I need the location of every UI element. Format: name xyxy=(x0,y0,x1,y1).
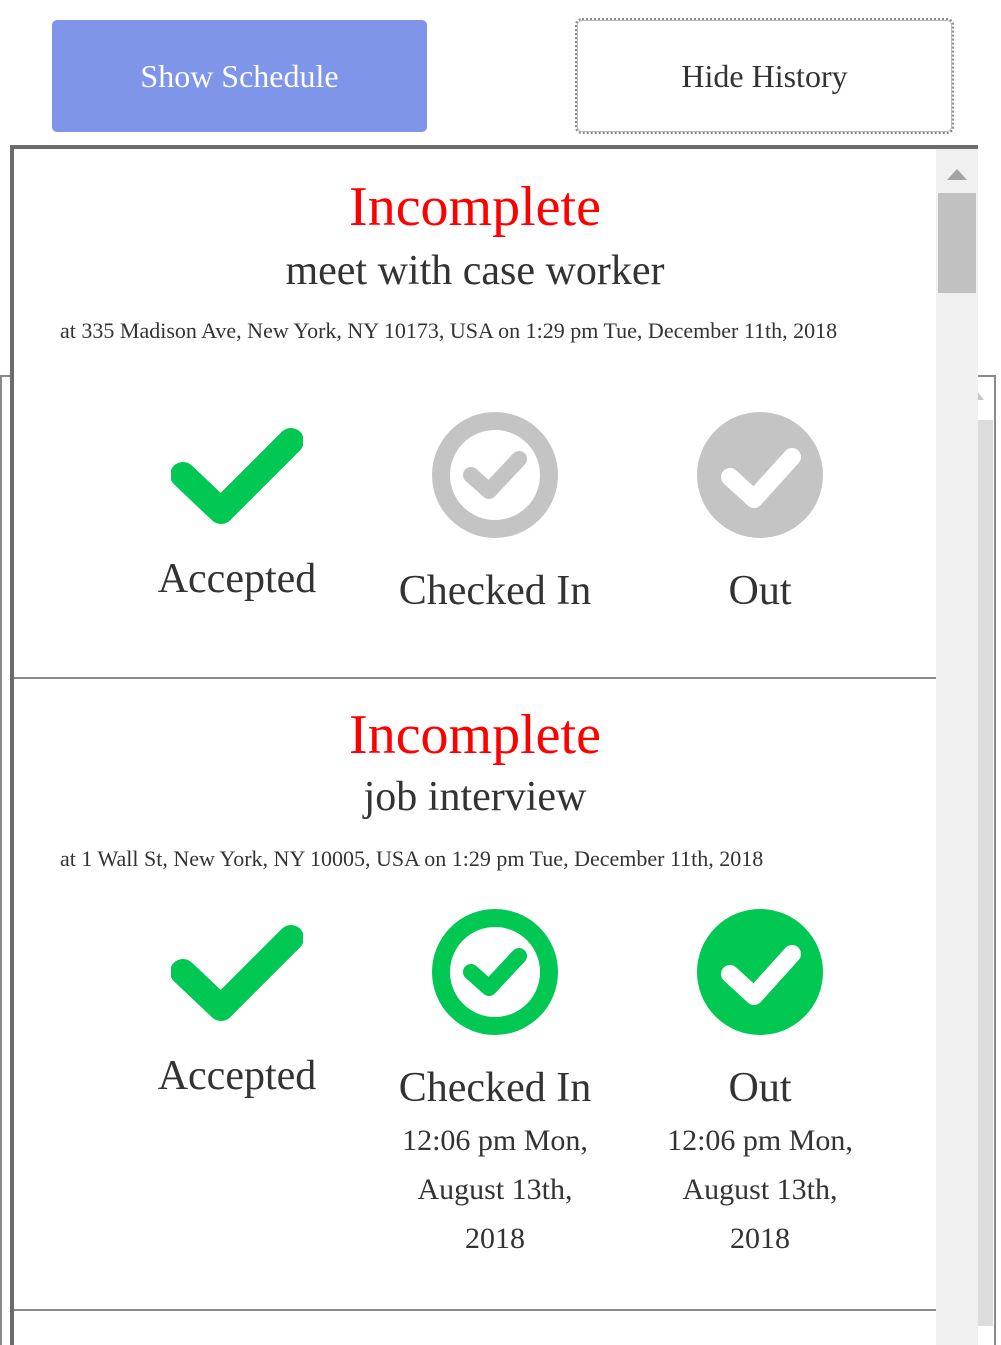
hide-history-button[interactable]: Hide History xyxy=(577,20,952,132)
history-panel xyxy=(10,145,978,1345)
event-details: at 335 Madison Ave, New York, NY 10173, USA on 1:29 pm Tue, December 11th, 2018 xyxy=(60,318,838,343)
step-label: Checked In xyxy=(398,1065,592,1111)
step-timestamp: 12:06 pm Mon, August 13th, 2018 xyxy=(667,1124,853,1255)
check-icon xyxy=(171,924,303,1028)
step-out xyxy=(640,411,880,615)
step-label: Out xyxy=(728,568,792,614)
event-title: job interview xyxy=(363,774,587,820)
check-circle-outline-icon xyxy=(431,908,559,1036)
step-timestamp: 12:06 pm Mon, August 13th, 2018 xyxy=(402,1124,588,1255)
status-label: Incomplete xyxy=(349,704,601,766)
scroll-thumb[interactable] xyxy=(938,193,976,293)
history-card xyxy=(14,149,936,679)
step-label: Checked In xyxy=(398,568,592,614)
check-circle-filled-icon xyxy=(696,908,824,1036)
check-circle-filled-icon xyxy=(696,411,824,539)
history-card xyxy=(14,679,936,1311)
step-label: Out xyxy=(728,1065,792,1111)
status-label: Incomplete xyxy=(349,176,601,238)
step-accepted xyxy=(117,427,357,603)
check-circle-outline-icon xyxy=(431,411,559,539)
step-checked-in xyxy=(375,908,615,1263)
step-out xyxy=(640,908,880,1263)
show-schedule-button[interactable]: Show Schedule xyxy=(52,20,427,132)
scroll-up-icon[interactable] xyxy=(947,169,967,180)
history-scrollbar[interactable] xyxy=(936,149,978,1345)
event-details: at 1 Wall St, New York, NY 10005, USA on 1:29 pm Tue, December 11th, 2018 xyxy=(60,846,764,871)
step-label: Accepted xyxy=(157,1053,317,1099)
step-checked-in xyxy=(375,411,615,615)
check-icon xyxy=(171,427,303,531)
step-label: Accepted xyxy=(157,556,317,602)
step-accepted xyxy=(117,924,357,1100)
event-title: meet with case worker xyxy=(285,248,665,294)
